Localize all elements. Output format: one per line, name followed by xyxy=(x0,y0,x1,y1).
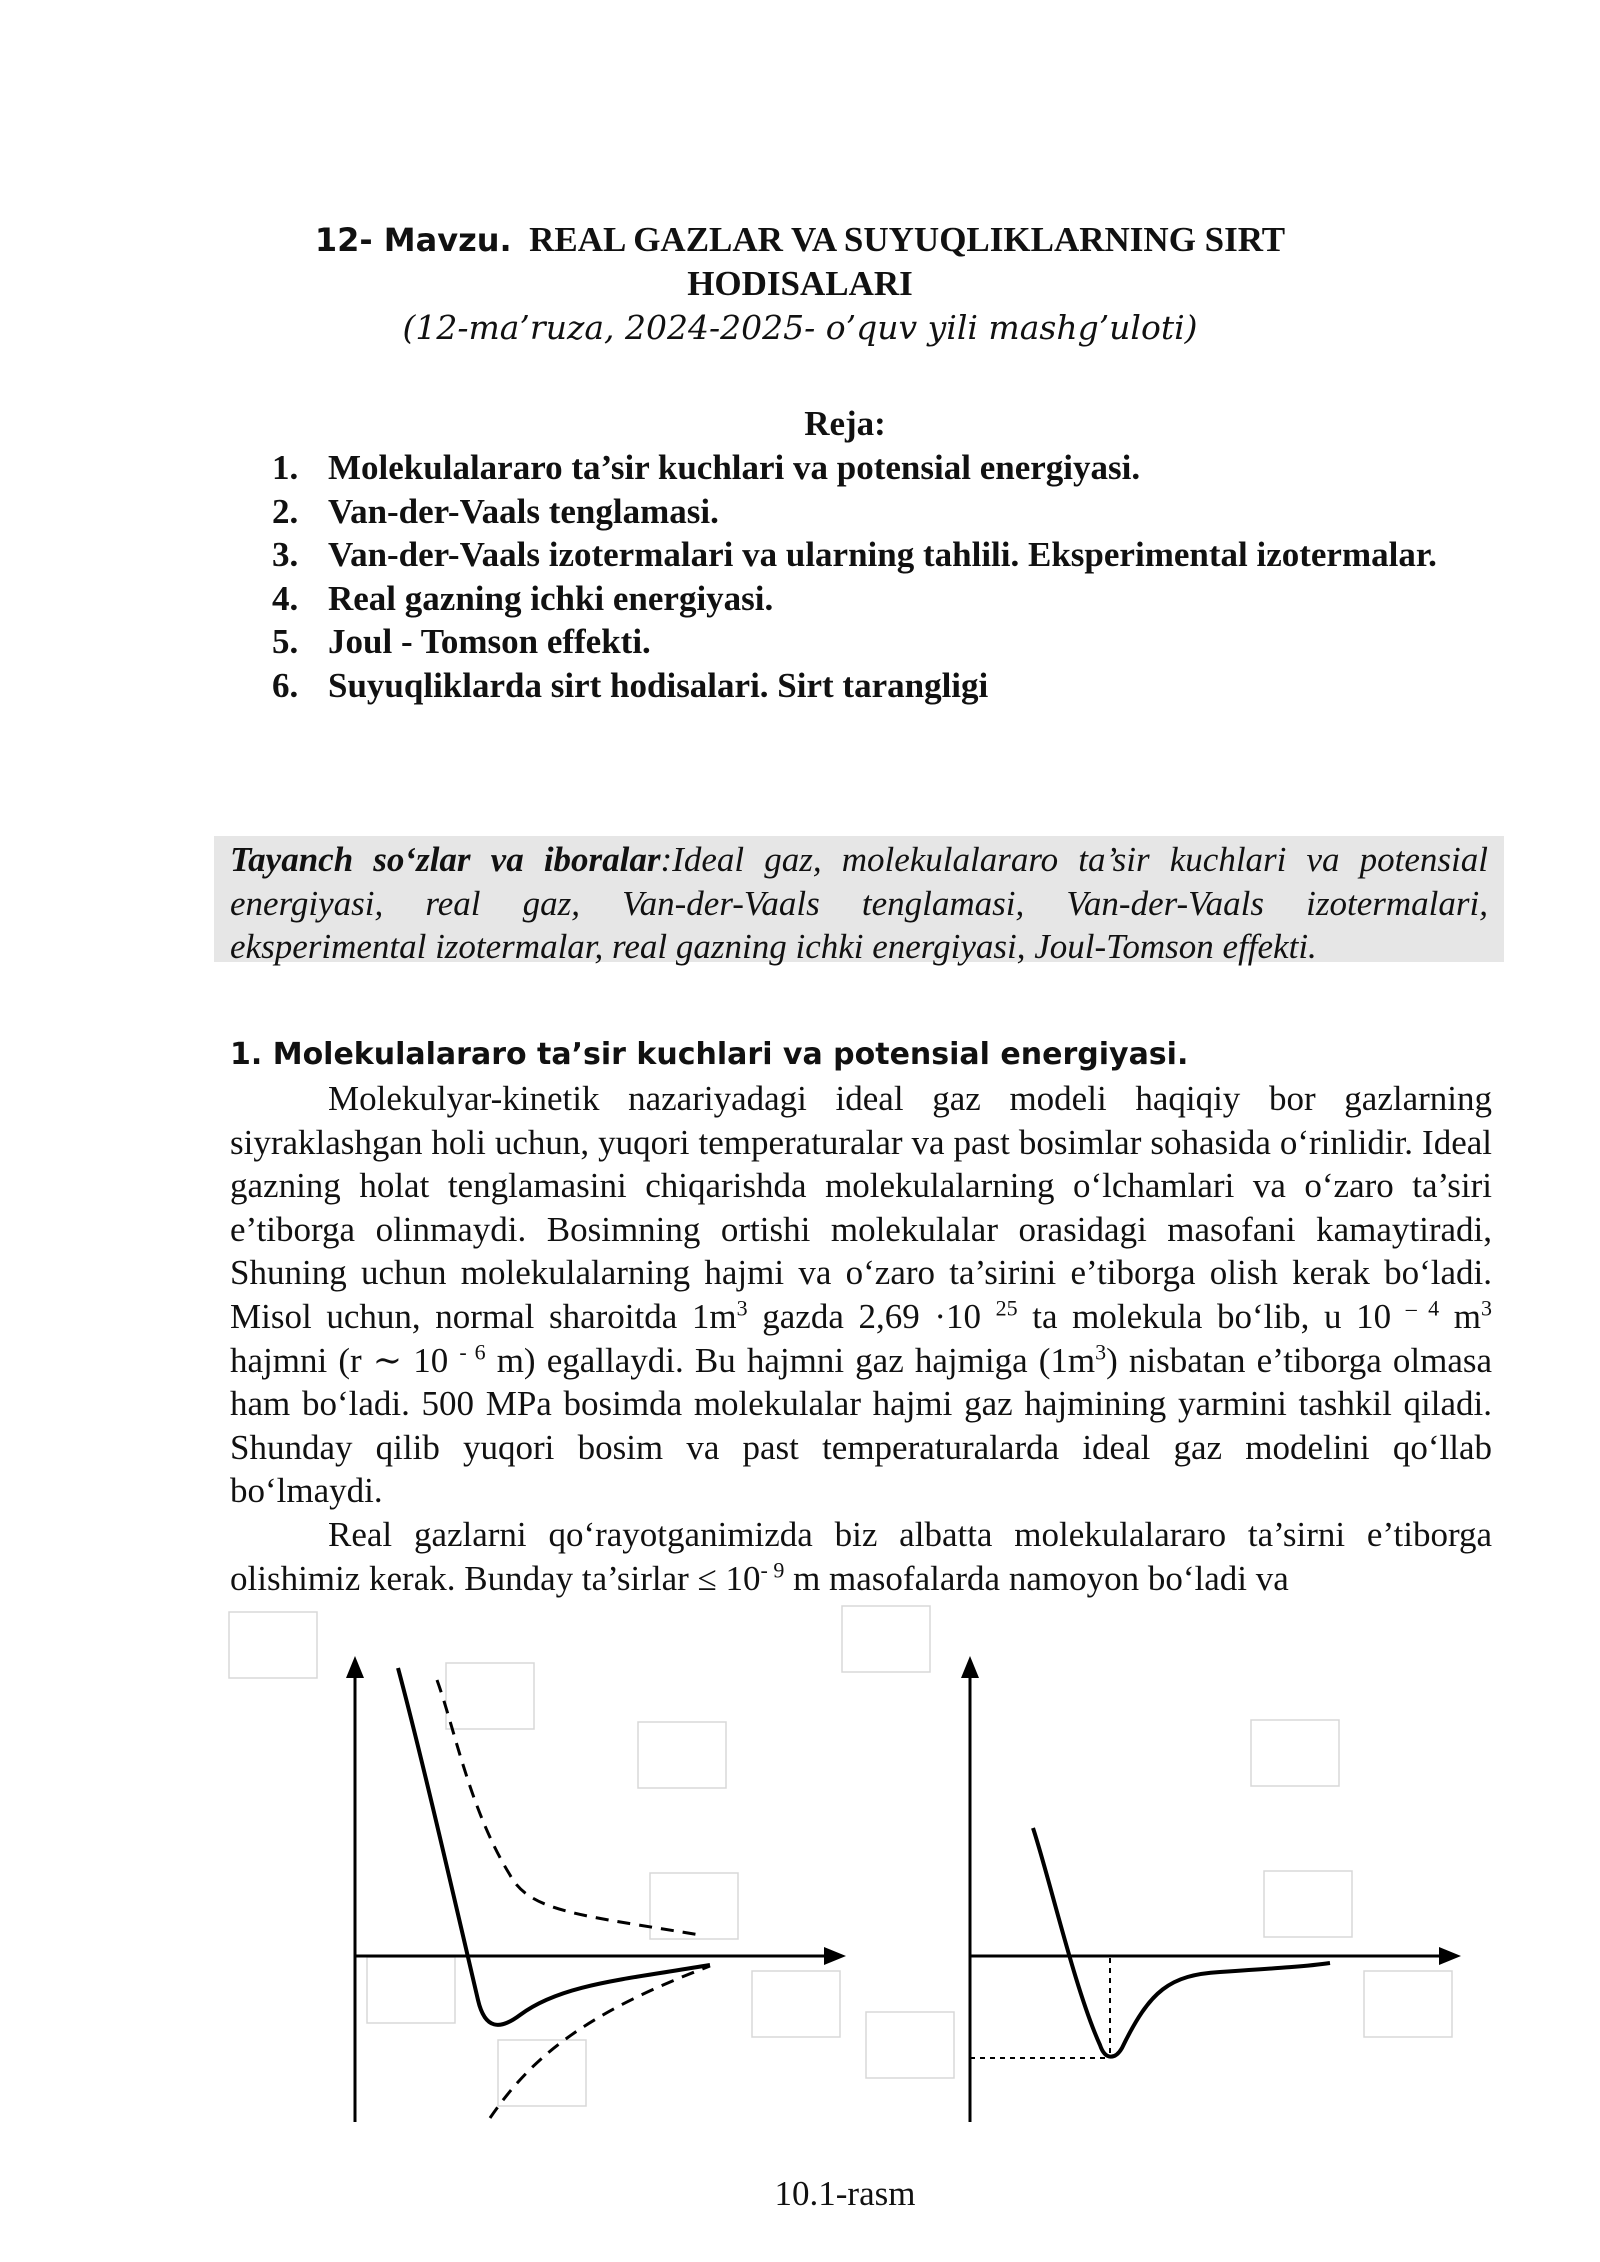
left-graph xyxy=(346,1656,846,2122)
keywords-list: :Ideal gaz, molekulalararo ta’sir kuchlari va potensial energiyasi, real gaz, Van-der-Vaals tenglamasi, Van-der-Vaals izotermalari, eksperimental izotermalar, real gazning ichki energiyasi, Joul-Tomson effekti. xyxy=(230,840,1488,966)
label-placeholders xyxy=(229,1606,1452,2106)
page-title-line2: HODISALARI xyxy=(687,264,913,303)
plan-item: 3. Van-der-Vaals izotermalari va ularning tahlili. Eksperimental izotermalar. xyxy=(272,535,1437,574)
repulsive-curve xyxy=(437,1680,700,1935)
keywords-text xyxy=(214,836,1504,969)
label-box xyxy=(1364,1971,1452,2037)
plan-item: 5. Joul - Tomson effekti. xyxy=(272,622,651,661)
section-body xyxy=(230,1077,1492,1600)
left-x-arrow xyxy=(824,1947,846,1965)
label-box xyxy=(638,1722,726,1788)
label-box xyxy=(866,2012,954,2078)
right-y-arrow xyxy=(961,1656,979,1678)
plan-list xyxy=(272,446,1492,707)
plan-item: 4. Real gazning ichki energiyasi. xyxy=(272,578,774,618)
paragraph: Molekulyar-kinetik nazariyadagi ideal gaz modeli haqiqiy bor gazlarning siyraklashgan holi uchun, yuqori temperaturalar va past bosimlar sohasida o‘rinlidir. Ideal gazning holat tenglamasini chiqarishda molekulalarning o‘lchamlari va o‘zaro ta’siri e’tiborga olinmaydi. Bosimning ortishi molekulalar orasidagi masofani kamaytiradi, Shuning uchun molekulalarning hajmi va o‘zaro ta’sirini e’tiborga olish kerak bo‘ladi. Misol uchun, normal sharoitda $1m^3$ gazda 2,69 ·10 $^{25}$ ta molekula bo‘lib, u 10 $^{- 4}$ $m^3$ hajmni (r ∼ 10 $^{- 6}$ m) egallaydi. Bu hajmni gaz hajmiga $(1m^3)$ nisbatan e’tiborga olmasa ham bo‘ladi. 500 MPa bosimda molekulalar hajmi gaz hajmining yarmini tashkil qiladi. Shunday qilib yuqori bosim va past temperaturalarda ideal gaz modelini qo‘llab bo‘lmaydi. xyxy=(230,1079,1493,1511)
keywords-label: Tayanch so‘zlar va iboralar xyxy=(230,840,661,879)
plan-heading: Reja: xyxy=(804,404,886,443)
plan-item: 6. Suyuqliklarda sirt hodisalari. Sirt tarangligi xyxy=(272,665,989,705)
figure-10-1 xyxy=(0,1600,1600,2140)
label-box xyxy=(367,1957,455,2023)
label-box xyxy=(446,1663,534,1729)
label-box xyxy=(1251,1720,1339,1786)
plan-item: 2. Van-der-Vaals tenglamasi. xyxy=(272,491,719,531)
left-y-arrow xyxy=(346,1656,364,1678)
plan-item: 1. Molekulalararo ta’sir kuchlari va potensial energiyasi. xyxy=(272,448,1141,487)
keywords-box xyxy=(214,836,1504,966)
section-heading: 1. Molekulalararo ta’sir kuchlari va potensial energiyasi. xyxy=(230,1037,1189,1072)
attractive-curve xyxy=(490,1966,710,2118)
figure-caption: 10.1-rasm xyxy=(774,2174,916,2213)
paragraph: Real gazlarni qo‘rayotganimizda biz albatta molekulalararo ta’sirni e’tiborga olishimiz kerak. Bunday ta’sirlar ≤ $10^{- 9}$ m masofalarda namoyon bo‘ladi va xyxy=(230,1514,1492,1598)
page-title xyxy=(0,218,1600,262)
lecture-subtitle: (12-ma’ruza, 2024-2025- o’quv yili mashg’uloti) xyxy=(402,308,1198,347)
label-box xyxy=(498,2040,586,2106)
label-box xyxy=(752,1971,840,2037)
potential-energy-curve xyxy=(1033,1828,1330,2057)
label-box xyxy=(229,1612,317,1678)
label-box xyxy=(1264,1871,1352,1937)
topic-title: REAL GAZLAR VA SUYUQLIKLARNING SIRT xyxy=(529,220,1286,259)
right-x-arrow xyxy=(1439,1947,1461,1965)
right-graph xyxy=(961,1656,1461,2122)
topic-number: 12- Mavzu. xyxy=(314,221,512,259)
label-box xyxy=(842,1606,930,1672)
